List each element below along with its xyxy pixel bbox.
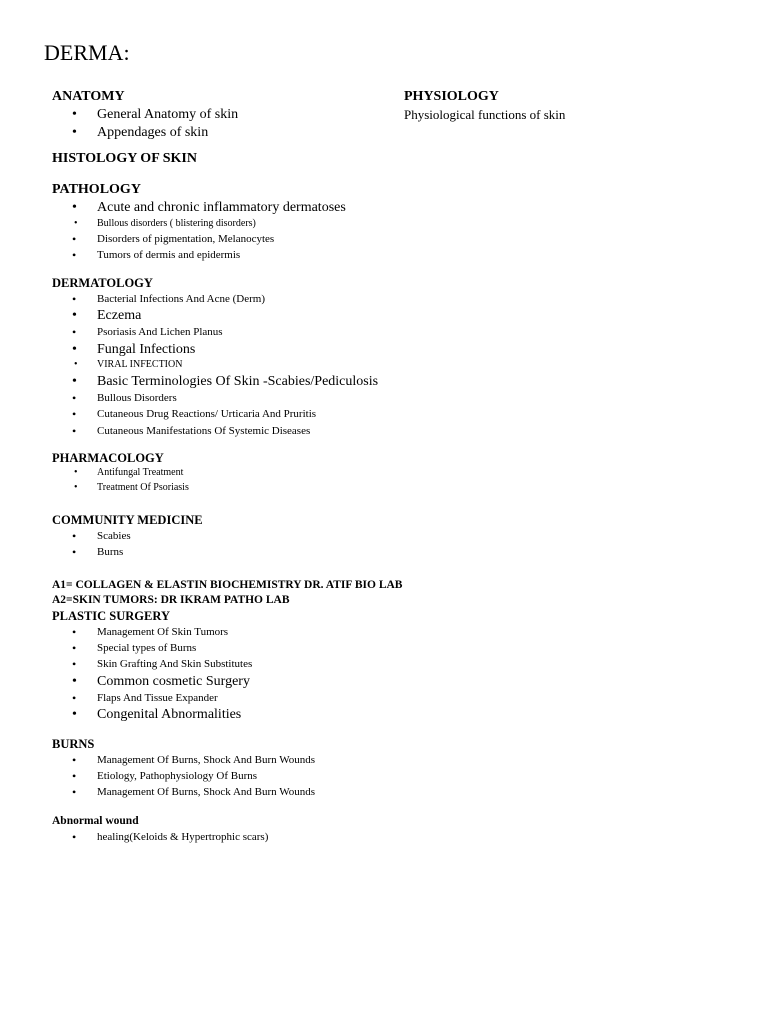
document-title: DERMA: xyxy=(44,40,130,65)
physiology-text: Physiological functions of skin xyxy=(404,107,566,122)
community-medicine-heading: COMMUNITY MEDICINE xyxy=(52,513,203,528)
list-item: • Fungal Infections xyxy=(52,341,392,359)
list-item: • Treatment Of Psoriasis xyxy=(52,481,392,496)
list-item: • Bullous Disorders xyxy=(52,390,392,406)
list-item: • Skin Grafting And Skin Substitutes xyxy=(52,656,392,672)
list-item: • Management Of Burns, Shock And Burn Wounds xyxy=(52,752,392,768)
community-medicine-list xyxy=(52,528,392,561)
histology-heading: HISTOLOGY OF SKIN xyxy=(52,151,197,166)
list-item: • Special types of Burns xyxy=(52,640,392,656)
list-item: • Tumors of dermis and epidermis xyxy=(52,247,392,263)
list-item: • Cutaneous Drug Reactions/ Urticaria And Pruritis xyxy=(52,406,392,422)
abnormal-wound-heading: Abnormal wound xyxy=(52,814,139,827)
list-item: • Cutaneous Manifestations Of Systemic Diseases xyxy=(52,423,392,439)
right-column xyxy=(404,88,734,123)
abnormal-wound-list xyxy=(52,829,392,845)
left-column xyxy=(52,88,403,845)
list-item: • Acute and chronic inflammatory dermatoses xyxy=(52,199,392,217)
list-item: • General Anatomy of skin xyxy=(52,106,392,124)
list-item: • Common cosmetic Surgery xyxy=(52,673,392,691)
physiology-heading: PHYSIOLOGY xyxy=(404,89,499,104)
pathology-heading: PATHOLOGY xyxy=(52,182,141,197)
plastic-surgery-heading: PLASTIC SURGERY xyxy=(52,608,170,623)
list-item: • Appendages of skin xyxy=(52,124,392,142)
lab-a1-note: A1= COLLAGEN & ELASTIN BIOCHEMISTRY DR. ATIF BIO LAB xyxy=(52,578,403,591)
burns-list xyxy=(52,752,392,801)
lab-a2-note: A2=SKIN TUMORS: DR IKRAM PATHO LAB xyxy=(52,593,290,606)
list-item: • Etiology, Pathophysiology Of Burns xyxy=(52,768,392,784)
list-item: • Bacterial Infections And Acne (Derm) xyxy=(52,291,392,307)
list-item: • VIRAL INFECTION xyxy=(52,358,392,373)
pathology-list xyxy=(52,199,392,264)
anatomy-list xyxy=(52,106,392,141)
pharmacology-heading: PHARMACOLOGY xyxy=(52,451,164,466)
list-item: • Eczema xyxy=(52,307,392,325)
dermatology-list xyxy=(52,291,392,439)
pharmacology-list xyxy=(52,466,392,495)
plastic-surgery-list xyxy=(52,624,392,724)
list-item: • healing(Keloids & Hypertrophic scars) xyxy=(52,829,392,845)
list-item: • Congenital Abnormalities xyxy=(52,706,392,724)
list-item: • Management Of Burns, Shock And Burn Wounds xyxy=(52,784,392,800)
list-item: • Antifungal Treatment xyxy=(52,466,392,481)
list-item: • Bullous disorders ( blistering disorders) xyxy=(52,217,392,232)
list-item: • Disorders of pigmentation, Melanocytes xyxy=(52,231,392,247)
list-item: • Burns xyxy=(52,544,392,560)
list-item: • Scabies xyxy=(52,528,392,544)
dermatology-heading: DERMATOLOGY xyxy=(52,275,153,290)
burns-heading: BURNS xyxy=(52,736,95,751)
list-item: • Psoriasis And Lichen Planus xyxy=(52,324,392,340)
anatomy-heading: ANATOMY xyxy=(52,89,125,104)
list-item: • Basic Terminologies Of Skin -Scabies/Pediculosis xyxy=(52,373,392,391)
list-item: • Flaps And Tissue Expander xyxy=(52,690,392,706)
list-item: • Management Of Skin Tumors xyxy=(52,624,392,640)
